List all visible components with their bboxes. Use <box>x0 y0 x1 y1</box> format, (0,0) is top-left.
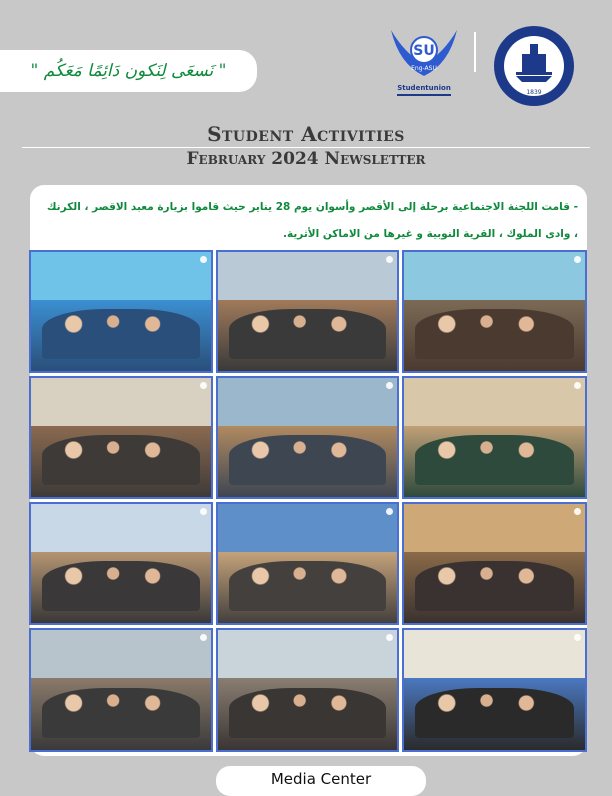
photo-people <box>229 561 387 611</box>
photo-people <box>415 561 574 611</box>
watermark-icon <box>200 634 207 641</box>
photo-group-market <box>402 250 587 373</box>
su-logo-letters: SU <box>413 43 435 59</box>
watermark-icon <box>200 382 207 389</box>
photo-sky <box>404 252 585 300</box>
faculty-seal-logo <box>492 24 576 108</box>
photo-sky <box>218 378 397 426</box>
photo-boat-deck <box>29 376 213 499</box>
watermark-icon <box>574 382 581 389</box>
photo-people <box>42 688 200 738</box>
photo-people <box>42 561 200 611</box>
photo-temple-selfie <box>402 376 587 499</box>
watermark-icon <box>200 508 207 515</box>
watermark-icon <box>574 634 581 641</box>
watermark-icon <box>386 508 393 515</box>
photo-group-rocks <box>216 250 399 373</box>
photo-sky <box>218 504 397 552</box>
photo-sky <box>31 630 211 678</box>
photo-sky <box>404 378 585 426</box>
newsletter-title: Student Activities <box>207 122 405 146</box>
photo-nubian-dance <box>402 628 587 752</box>
activity-description: - قامت اللجنة الاجتماعية برحلة إلى الأقصر وأسوان يوم 28 يناير حيث قاموا بزيارة معبد الاقصر ، الكرنك ، وادى الملوك ، القرية النوبية و غيرها من الاماكن الأثرية. <box>46 201 578 240</box>
watermark-icon <box>386 634 393 641</box>
photo-sky <box>31 504 211 552</box>
photo-boat-cheer <box>29 628 213 752</box>
su-logo-subcaption: Studentunion <box>397 84 451 92</box>
student-union-logo <box>383 24 465 102</box>
photo-group-desert <box>29 502 213 625</box>
photo-sky <box>218 630 397 678</box>
photo-sky <box>404 630 585 678</box>
watermark-icon <box>574 508 581 515</box>
watermark-icon <box>386 256 393 263</box>
photo-boat-roof <box>216 628 399 752</box>
photo-sky <box>31 378 211 426</box>
su-logo-caption: Eng-ASU <box>411 65 437 72</box>
photo-sky <box>31 252 211 300</box>
photo-temple-columns <box>402 502 587 625</box>
photo-grid <box>29 250 587 752</box>
photo-sky <box>218 252 397 300</box>
photo-people <box>229 688 387 738</box>
photo-people <box>42 435 200 485</box>
photo-people <box>229 309 387 359</box>
photo-people <box>415 688 574 738</box>
newsletter-subtitle: February 2024 Newsletter <box>186 149 426 169</box>
photo-nubian-house <box>29 250 213 373</box>
seal-year: 1839 <box>526 89 542 96</box>
photo-group-valley <box>216 376 399 499</box>
photo-people <box>229 435 387 485</box>
photo-people <box>415 309 574 359</box>
photo-sky <box>404 504 585 552</box>
slogan-banner <box>0 50 257 92</box>
photo-group-temple <box>216 502 399 625</box>
watermark-icon <box>386 382 393 389</box>
title-divider <box>22 147 590 148</box>
watermark-icon <box>574 256 581 263</box>
photo-people <box>415 435 574 485</box>
footer-label: Media Center <box>270 770 372 788</box>
watermark-icon <box>200 256 207 263</box>
photo-people <box>42 309 200 359</box>
logo-divider <box>474 32 476 72</box>
slogan-text: " نَسعَى لِنَكون دَائِمًا مَعَكُم " <box>30 61 227 81</box>
